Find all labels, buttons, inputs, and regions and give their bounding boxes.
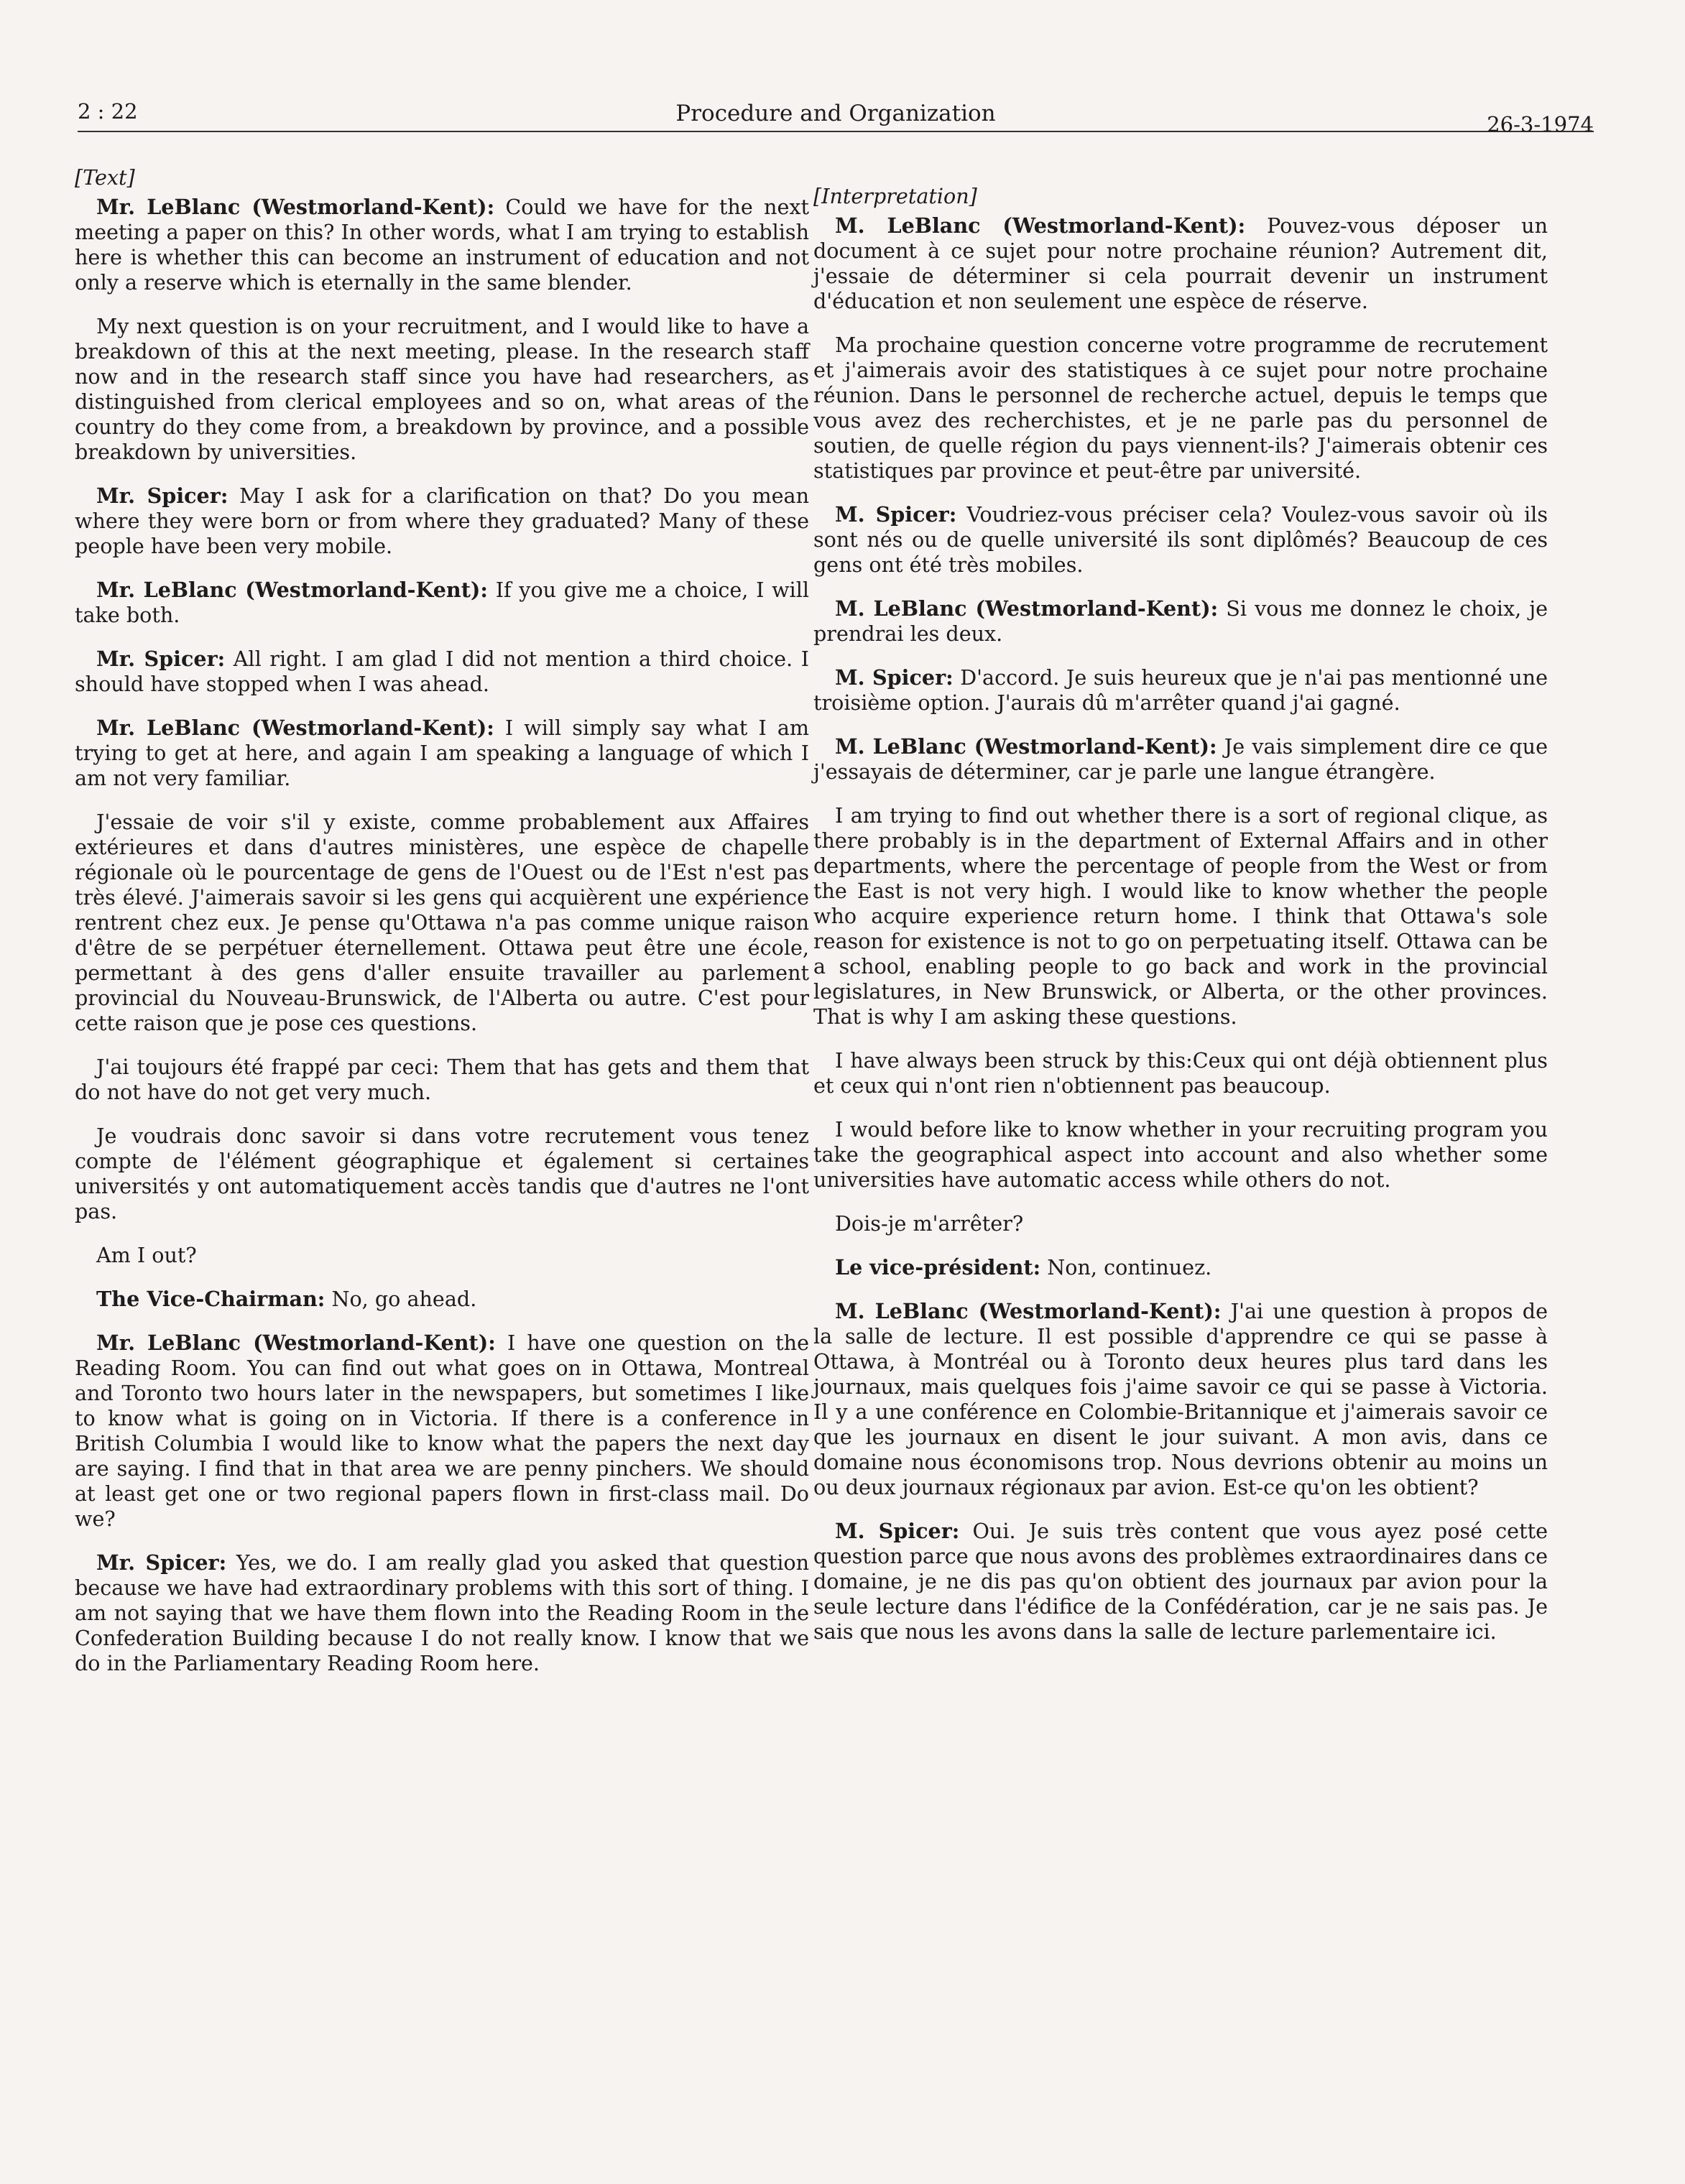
speaker-name: M. LeBlanc (Westmorland-Kent): — [835, 596, 1219, 621]
speech-paragraph — [75, 1287, 809, 1312]
speech-paragraph — [813, 734, 1548, 785]
speaker-name: Mr. Spicer: — [96, 1550, 227, 1575]
speech-text: I have always been struck by this:Ceux qui ont déjà obtiennent plus et ceux qui n'ont rien n'obtiennent pas beaucoup. — [813, 1048, 1548, 1098]
speech-paragraph — [75, 1124, 809, 1224]
speech-paragraph — [813, 803, 1548, 1029]
page-number: 2 : 22 — [78, 99, 138, 124]
speech-text: My next question is on your recruitment, and I would like to have a breakdown of this at the next meeting, please. In the research staff now and in the research staff since you have had researchers, as distinguished from clerical employees and so on, what areas of the country do they come from, a breakdown by province, and a possible breakdown by universities. — [75, 314, 809, 464]
speech-paragraph — [75, 810, 809, 1036]
column-label: [Text] — [75, 165, 135, 190]
speech-paragraph — [75, 1331, 809, 1532]
speech-paragraph — [813, 213, 1548, 314]
speech-text: Si vous me donnez le choix, je prendrai les deux. — [813, 596, 1548, 646]
speech-text: J'ai une question à propos de la salle de lecture. Il est possible d'apprendre ce qui se passe à Ottawa, à Montréal ou à Toronto deux heures plus tard dans les journaux, mais quelques fois j'aime savoir ce qui se passe à Victoria. Il y a une conférence en Colombie-Britannique et j'aimerais savoir ce que les journaux en disent le jour suivant. A mon avis, dans ce domaine nous économisons trop. Nous devrions obtenir au moins un ou deux journaux régionaux par avion. Est-ce qu'on les obtient? — [813, 1299, 1548, 1499]
speech-paragraph — [75, 1243, 809, 1268]
page-header — [78, 80, 1594, 136]
speech-text: D'accord. Je suis heureux que je n'ai pas mentionné une troisième option. J'aurais dû m'arrêter quand j'ai gagné. — [813, 665, 1548, 715]
speech-text: I am trying to find out whether there is a sort of regional clique, as there probably is in the department of External Affairs and in other departments, where the percentage of people from the West or from the East is not very high. I would like to know whether the people who acquire experience return home. I think that Ottawa's sole reason for existence is not to go on perpetuating itself. Ottawa can be a school, enabling people to go back and work in the provincial legislatures, in New Brunswick, or Alberta, or the other provinces. That is why I am asking these questions. — [813, 803, 1548, 1029]
speech-paragraph — [813, 333, 1548, 483]
speech-text: J'essaie de voir s'il y existe, comme probablement aux Affaires extérieures et dans d'autres ministères, une espèce de chapelle régionale où le pourcentage de gens de l'Ouest ou de l'Est n'est pas très élevé. J'aimerais savoir si les gens qui acquièrent une expérience rentrent chez eux. Je pense qu'Ottawa n'a pas comme unique raison d'être de se perpétuer éternellement. Ottawa peut être une école, permettant à des gens d'aller ensuite travailler au parlement provincial du Nouveau-Brunswick, de l'Alberta ou autre. C'est pour cette raison que je pose ces questions. — [75, 810, 809, 1035]
speech-text: Je voudrais donc savoir si dans votre recrutement vous tenez compte de l'élément géographique et également si certaines universités y ont automatiquement accès tandis que d'autres ne l'ont pas. — [75, 1124, 809, 1223]
speech-paragraph — [75, 1055, 809, 1105]
speaker-name: M. LeBlanc (Westmorland-Kent): — [835, 213, 1246, 238]
speaker-name: M. Spicer: — [835, 1519, 960, 1543]
speaker-name: Mr. LeBlanc (Westmorland-Kent): — [96, 578, 488, 602]
speech-paragraph — [75, 483, 809, 559]
speech-text: Am I out? — [96, 1243, 197, 1267]
speaker-name: Mr. Spicer: — [96, 647, 226, 671]
speech-text: Voudriez-vous préciser cela? Voulez-vous savoir où ils sont nés ou de quelle université ils sont diplômés? Beaucoup de ces gens ont été très mobiles. — [813, 502, 1548, 577]
left-column — [75, 165, 809, 1695]
speech-paragraph — [813, 1117, 1548, 1193]
speech-text: May I ask for a clarification on that? Do you mean where they were born or from where they graduated? Many of these people have been very mobile. — [75, 483, 809, 558]
speaker-name: Le vice-président: — [835, 1255, 1041, 1280]
speech-text: Yes, we do. I am really glad you asked that question because we have had extraordinary problems with this sort of thing. I am not saying that we have them flown into the Reading Room in the Confederation Building because I do not really know. I know that we do in the Parliamentary Reading Room here. — [75, 1550, 809, 1675]
speaker-name: M. LeBlanc (Westmorland-Kent): — [835, 734, 1217, 759]
speaker-name: The Vice-Chairman: — [96, 1287, 326, 1311]
page-date: 26-3-1974 — [1487, 112, 1594, 136]
speech-text: If you give me a choice, I will take both. — [75, 578, 809, 627]
speaker-name: Mr. Spicer: — [96, 483, 228, 508]
speech-paragraph — [75, 314, 809, 465]
speech-text: Dois-je m'arrêter? — [835, 1211, 1024, 1236]
speech-text: I will simply say what I am trying to get at here, and again I am speaking a language of which I am not very familiar. — [75, 716, 810, 790]
speech-paragraph — [813, 502, 1548, 578]
speech-text: No, go ahead. — [325, 1287, 477, 1311]
speech-paragraph — [813, 665, 1548, 716]
speaker-name: M. Spicer: — [835, 502, 957, 527]
speech-text: Could we have for the next meeting a paper on this? In other words, what I am trying to establish here is whether this can become an instrument of education and not only a reserve which is eternally in the same blender. — [75, 195, 809, 295]
speech-text: I have one question on the Reading Room. You can find out what goes on in Ottawa, Montreal and Toronto two hours later in the newspapers, but sometimes I like to know what is going on in Victoria. If there is a conference in British Columbia I would like to know what the papers the next day are saying. I find that in that area we are penny pinchers. We should at least get one or two regional papers flown in first-class mail. Do we? — [75, 1331, 809, 1531]
speaker-name: Mr. LeBlanc (Westmorland-Kent): — [96, 716, 494, 740]
speaker-name: Mr. LeBlanc (Westmorland-Kent): — [96, 195, 495, 219]
speech-text: I would before like to know whether in your recruiting program you take the geographical aspect into account and also whether some universities have automatic access while others do not. — [813, 1117, 1548, 1192]
speech-paragraph — [75, 647, 809, 697]
speaker-name: M. LeBlanc (Westmorland-Kent): — [835, 1299, 1222, 1323]
speech-text: J'ai toujours été frappé par ceci: Them that has gets and them that do not have do not get very much. — [75, 1055, 809, 1104]
speech-text: Non, continuez. — [1040, 1255, 1212, 1280]
speech-paragraph — [75, 195, 809, 295]
speech-paragraph — [75, 578, 809, 628]
right-column — [813, 184, 1548, 1663]
speech-paragraph — [75, 1550, 809, 1676]
speech-paragraph — [813, 1519, 1548, 1644]
speech-text: Pouvez-vous déposer un document à ce sujet pour notre prochaine réunion? Autrement dit, j'essaie de déterminer si cela pourrait devenir un instrument d'éducation et non seulement une espèce de réserve. — [813, 213, 1548, 313]
speech-paragraph — [813, 1255, 1548, 1280]
speech-paragraph — [813, 1048, 1548, 1098]
speech-text: All right. I am glad I did not mention a third choice. I should have stopped when I was ahead. — [75, 647, 809, 696]
speech-paragraph — [813, 1299, 1548, 1500]
speech-paragraph — [75, 716, 809, 791]
speech-text: Je vais simplement dire ce que j'essayais de déterminer, car je parle une langue étrangère. — [813, 734, 1548, 784]
page-title: Procedure and Organization — [675, 101, 996, 126]
speech-text: Oui. Je suis très content que vous ayez posé cette question parce que nous avons des problèmes extraordinaires dans ce domaine, je ne dis pas qu'on obtient des journaux par avion pour la seule lecture dans l'édifice de la Confédération, car je ne sais pas. Je sais que nous les avons dans la salle de lecture parlementaire ici. — [813, 1519, 1548, 1644]
speaker-name: Mr. LeBlanc (Westmorland-Kent): — [96, 1331, 496, 1355]
speaker-name: M. Spicer: — [835, 665, 954, 690]
speech-text: Ma prochaine question concerne votre programme de recrutement et j'aimerais avoir des statistiques à ce sujet pour notre prochaine réunion. Dans le personnel de recherche actuel, depuis le temps que vous avez des recherchistes, et je ne parle pas du personnel de soutien, de quelle région du pays viennent-ils? J'aimerais obtenir ces statistiques par province et peut-être par université. — [813, 333, 1548, 483]
speech-paragraph — [813, 596, 1548, 647]
speech-paragraph — [813, 1211, 1548, 1236]
column-label: [Interpretation] — [813, 184, 977, 208]
